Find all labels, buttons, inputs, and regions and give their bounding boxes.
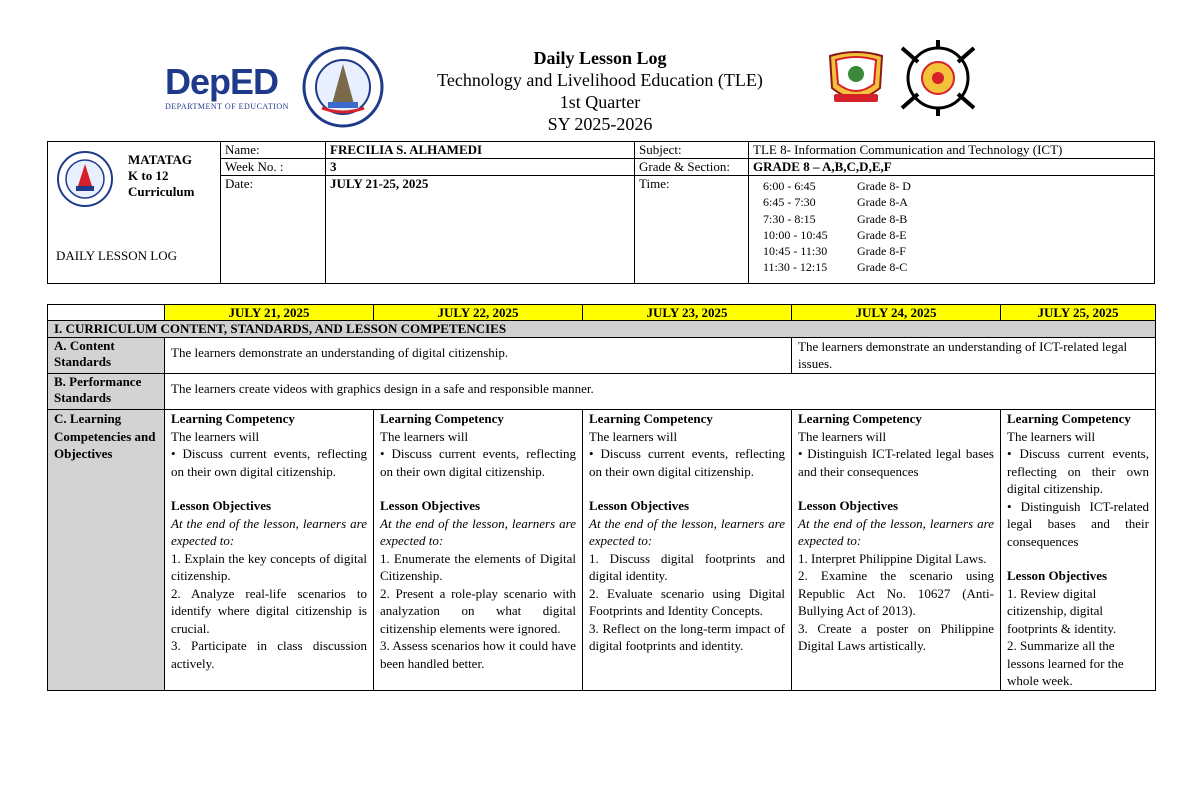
performance-standards-label: B. Performance Standards	[48, 374, 165, 410]
grade-label: Grade & Section:	[635, 159, 749, 176]
schedule-time: 10:00 - 10:45	[763, 227, 828, 242]
name-label: Name:	[221, 142, 326, 159]
competency-bullet: • Discuss current events, reflecting on their own digital citizenship.	[171, 446, 367, 479]
schedule-grade: Grade 8- D	[857, 179, 911, 193]
dll-label: DAILY LESSON LOG	[56, 248, 177, 263]
lesson-objectives-title: Lesson Objectives	[171, 498, 272, 513]
schedule-row	[763, 259, 1154, 275]
schedule-time: 10:45 - 11:30	[763, 244, 828, 259]
subject-value: TLE 8- Information Communication and Technology (ICT)	[749, 142, 1155, 159]
section-title: I. CURRICULUM CONTENT, STANDARDS, AND LESSON COMPETENCIES	[48, 321, 1156, 338]
matatag-text: MATATAG	[128, 152, 193, 167]
title-block	[400, 47, 800, 135]
objective-item: 2. Evaluate scenario using Digital Footprints and Identity Concepts.	[589, 585, 785, 618]
spacer	[1007, 550, 1149, 567]
schedule-grade: Grade 8-B	[857, 211, 908, 226]
learning-competency-title: Learning Competency	[171, 411, 295, 426]
date-header-5: JULY 25, 2025	[1001, 305, 1156, 321]
competency-bullet: • Distinguish ICT-related legal bases and their consequences	[1007, 498, 1149, 549]
objective-item: 2. Analyze real-life scenarios to identify where digital citizenship is crucial.	[171, 585, 367, 636]
objective-item: 1. Enumerate the elements of Digital Citizenship.	[380, 550, 576, 583]
learning-competency-title: Learning Competency	[798, 411, 922, 426]
schools-division-seal-icon	[302, 46, 384, 128]
week-value: 3	[326, 159, 635, 176]
objective-item: 1. Review digital citizenship, digital footprints & identity.	[1007, 585, 1117, 636]
competency-cell-day-5	[1001, 410, 1156, 691]
schedule-list	[763, 178, 1154, 276]
section-row	[48, 321, 1156, 338]
competency-bullet: • Discuss current events, reflecting on their own digital citizenship.	[1007, 446, 1149, 496]
objective-item: 2. Summarize all the lessons learned for the whole week.	[1007, 638, 1124, 688]
competency-cell-day-2	[374, 410, 583, 691]
schedule-row	[763, 178, 1154, 194]
schedule-row	[763, 211, 1154, 227]
competency-bullet: • Distinguish ICT-related legal bases and their consequences	[798, 446, 994, 479]
tle-seal-icon	[896, 38, 980, 116]
lesson-objectives-title: Lesson Objectives	[798, 498, 899, 513]
k12-text: K to 12	[128, 168, 169, 183]
performance-standards-value: The learners create videos with graphics design in a safe and responsible manner.	[165, 374, 1156, 410]
document-subtitle: Technology and Livelihood Education (TLE)	[437, 70, 763, 90]
spacer	[589, 480, 785, 497]
spacer	[171, 480, 367, 497]
objective-item: 2. Examine the scenario using Republic Act No. 10627 (Anti-Bullying Act of 2013).	[798, 568, 994, 618]
spacer	[380, 480, 576, 497]
schedule-grade: Grade 8-F	[857, 244, 906, 259]
deped-seal-icon	[56, 150, 114, 208]
city-seal-icon	[820, 48, 892, 108]
competency-cell-day-3	[583, 410, 792, 691]
learning-competency-title: Learning Competency	[589, 411, 713, 426]
date-header-4: JULY 24, 2025	[792, 305, 1001, 321]
content-standards-label: A. Content Standards	[48, 338, 165, 374]
quarter-label: 1st Quarter	[559, 92, 641, 112]
info-table	[47, 141, 1155, 284]
learning-competency-title: Learning Competency	[1007, 411, 1131, 426]
deped-logo-wordmark: DepED	[165, 61, 279, 102]
competencies-row	[48, 410, 1156, 691]
schedule-time: 7:30 - 8:15	[763, 211, 816, 226]
competency-cell-day-4	[792, 410, 1001, 691]
objectives-intro: At the end of the lesson, learners are expected to:	[171, 515, 367, 548]
date-row	[48, 305, 1156, 321]
grade-value: GRADE 8 – A,B,C,D,E,F	[749, 159, 1155, 176]
date-row-blank	[48, 305, 165, 321]
learners-will-text: The learners will	[589, 428, 678, 444]
schedule-grade: Grade 8-A	[857, 195, 908, 210]
matatag-cell	[48, 142, 221, 284]
objective-item: 3. Participate in class discussion actively.	[171, 638, 367, 671]
competencies-label: C. Learning Competencies and Objectives	[48, 410, 165, 691]
objectives-intro: At the end of the lesson, learners are expected to:	[798, 515, 994, 548]
objective-item: 2. Present a role-play scenario with analyzation on what digital citizenship elements were ignored.	[380, 585, 576, 636]
objective-item: 1. Explain the key concepts of digital citizenship.	[171, 550, 367, 583]
learners-will-text: The learners will	[171, 428, 260, 444]
date-header-1: JULY 21, 2025	[165, 305, 374, 321]
name-value: FRECILIA S. ALHAMEDI	[326, 142, 635, 159]
time-label: Time:	[635, 176, 749, 284]
schedule-row	[763, 243, 1154, 259]
lesson-objectives-title: Lesson Objectives	[1007, 568, 1108, 583]
matatag-label	[128, 152, 194, 200]
lesson-objectives-title: Lesson Objectives	[589, 498, 690, 513]
competency-bullet: • Discuss current events, reflecting on their own digital citizenship.	[380, 446, 576, 479]
schedule-grade: Grade 8-E	[857, 227, 907, 242]
objective-item: 3. Create a poster on Philippine Digital Laws artistically.	[798, 620, 994, 653]
learning-competency-title: Learning Competency	[380, 411, 504, 426]
objective-item: 3. Reflect on the long-term impact of digital footprints and identity.	[589, 620, 785, 653]
date-label: Date:	[221, 176, 326, 284]
deped-logo-text	[165, 62, 295, 102]
objective-item: 1. Interpret Philippine Digital Laws.	[798, 550, 987, 566]
lesson-table	[47, 304, 1156, 691]
spacer	[798, 480, 994, 497]
objective-item: 1. Discuss digital footprints and digital identity.	[589, 550, 785, 583]
learners-will-text: The learners will	[798, 428, 887, 444]
schedule-cell	[749, 176, 1155, 284]
schedule-time: 6:45 - 7:30	[763, 195, 816, 210]
content-standards-value-a: The learners demonstrate an understanding of digital citizenship.	[165, 338, 792, 374]
learners-will-text: The learners will	[380, 428, 469, 444]
schedule-row	[763, 227, 1154, 243]
schedule-row	[763, 194, 1154, 210]
deped-logo	[165, 62, 295, 114]
objectives-intro: At the end of the lesson, learners are expected to:	[380, 515, 576, 548]
competency-bullet: • Discuss current events, reflecting on their own digital citizenship.	[589, 446, 785, 479]
content-standards-row	[48, 338, 1156, 374]
document-title: Daily Lesson Log	[533, 48, 667, 68]
date-header-3: JULY 23, 2025	[583, 305, 792, 321]
objective-item: 3. Assess scenarios how it could have been handled better.	[380, 638, 576, 671]
objectives-intro: At the end of the lesson, learners are expected to:	[589, 515, 785, 548]
deped-logo-subtext: DEPARTMENT OF EDUCATION	[165, 102, 289, 111]
schedule-grade: Grade 8-C	[857, 260, 908, 275]
learners-will-text: The learners will	[1007, 428, 1096, 444]
date-value: JULY 21-25, 2025	[326, 176, 635, 284]
week-label: Week No. :	[221, 159, 326, 176]
subject-label: Subject:	[635, 142, 749, 159]
content-standards-value-b: The learners demonstrate an understanding of ICT-related legal issues.	[792, 338, 1156, 374]
date-header-2: JULY 22, 2025	[374, 305, 583, 321]
school-year-label: SY 2025-2026	[547, 114, 653, 134]
schedule-time: 6:00 - 6:45	[763, 179, 816, 193]
curriculum-text: Curriculum	[128, 184, 195, 199]
competency-cell-day-1	[165, 410, 374, 691]
performance-standards-row	[48, 374, 1156, 410]
lesson-objectives-title: Lesson Objectives	[380, 498, 481, 513]
schedule-time: 11:30 - 12:15	[763, 260, 828, 275]
